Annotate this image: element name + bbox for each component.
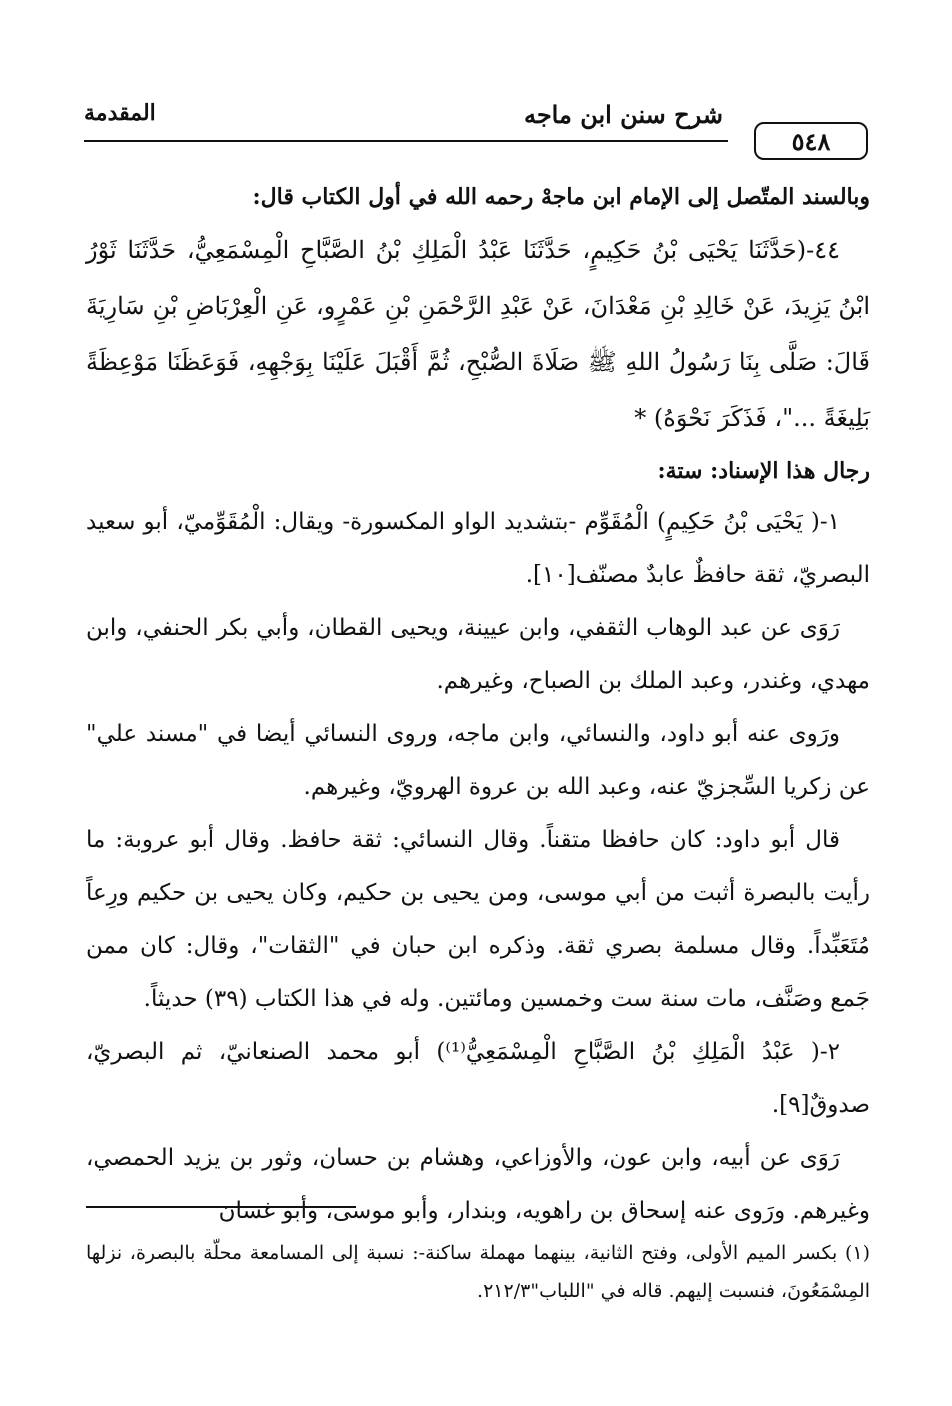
footnote-1: (١) بكسر الميم الأولى، وفتح الثانية، بينهما مهملة ساكنة-: نسبة إلى المسامعة محلّة بالبصرة، نزلها المِسْمَعُونَ، فنسبت إليهم. قاله في "اللباب"٢١٢/٣. — [86, 1242, 871, 1302]
page-header — [84, 100, 868, 156]
hadith-text: ٤٤-(حَدَّثَنَا يَحْيَى بْنُ حَكِيمٍ، حَدَّثَنَا عَبْدُ الْمَلِكِ بْنُ الصَّبَّاحِ الْمِسْمَعِيُّ، حَدَّثَنَا ثَوْرُ ابْنُ يَزِيدَ، عَنْ خَالِدِ بْنِ مَعْدَانَ، عَنْ عَبْدِ الرَّحْمَنِ بْنِ عَمْرٍو، عَنِ الْعِرْبَاضِ بْنِ سَارِيَةَ قَالَ: صَلَّى بِنَا رَسُولُ اللهِ ﷺ صَلَاةَ الصُّبْحِ، ثُمَّ أَقْبَلَ عَلَيْنَا بِوَجْهِهِ، فَوَعَظَنَا مَوْعِظَةً بَلِيغَةً ..."، فَذَكَرَ نَحْوَهُ) * — [86, 236, 870, 432]
section-name: المقدمة — [84, 100, 156, 126]
narrator-2-teachers: رَوَى عن أبيه، وابن عون، والأوزاعي، وهشام بن حسان، وثور بن يزيد الحمصي، وغيرهم. ورَوى عنه إسحاق بن راهويه، وبندار، وأبو موسى، وأبو غسان — [86, 1145, 870, 1224]
header-rule — [84, 140, 728, 142]
book-title: شرح سنن ابن ماجه — [523, 100, 723, 129]
footnotes — [86, 1234, 870, 1310]
narrator-1-grading: قال أبو داود: كان حافظا متقناً. وقال النسائي: ثقة حافظ. وقال أبو عروبة: ما رأيت بالبصرة أثبت من أبي موسى، ومن يحيى بن حكيم، وكان يحيى بن حكيم ورِعاً مُتَعَبِّداً. وقال مسلمة بصري ثقة. وذكره ابن حبان في "الثقات"، وقال: كان ممن جَمع وصَنَّف، مات سنة ست وخمسين ومائتين. وله في هذا الكتاب (٣٩) حديثاً. — [86, 827, 870, 1012]
narrator-1-intro: ١-( يَحْيَى بْنُ حَكِيمٍ) الْمُقَوِّم -بتشديد الواو المكسورة- ويقال: الْمُقَوِّميّ، أبو سعيد البصريّ، ثقة حافظٌ عابدٌ مصنّف[١٠]. — [86, 509, 870, 588]
narrator-1-students: ورَوى عنه أبو داود، والنسائي، وابن ماجه، وروى النسائي أيضا في "مسند علي" عن زكريا السِّجزيّ عنه، وعبد الله بن عروة الهرويّ، وغيرهم. — [86, 721, 870, 800]
page-number: ٥٤٨ — [754, 122, 868, 160]
footnote-separator — [86, 1206, 356, 1208]
narrator-1-teachers: رَوَى عن عبد الوهاب الثقفي، وابن عيينة، ويحيى القطان، وأبي بكر الحنفي، وابن مهدي، وغندر، وعبد الملك بن الصباح، وغيرهم. — [86, 615, 870, 694]
narrator-2-intro: ٢-( عَبْدُ الْمَلِكِ بْنُ الصَّبَّاحِ الْمِسْمَعِيُّ⁽¹⁾) أبو محمد الصنعانيّ، ثم البصريّ، صدوقٌ[٩]. — [86, 1039, 870, 1118]
page-body — [86, 172, 870, 1238]
chain-intro: وبالسند المتّصل إلى الإمام ابن ماجهْ رحمه الله في أول الكتاب قال: — [252, 184, 870, 210]
rijal-heading: رجال هذا الإسناد: ستة: — [657, 458, 870, 484]
